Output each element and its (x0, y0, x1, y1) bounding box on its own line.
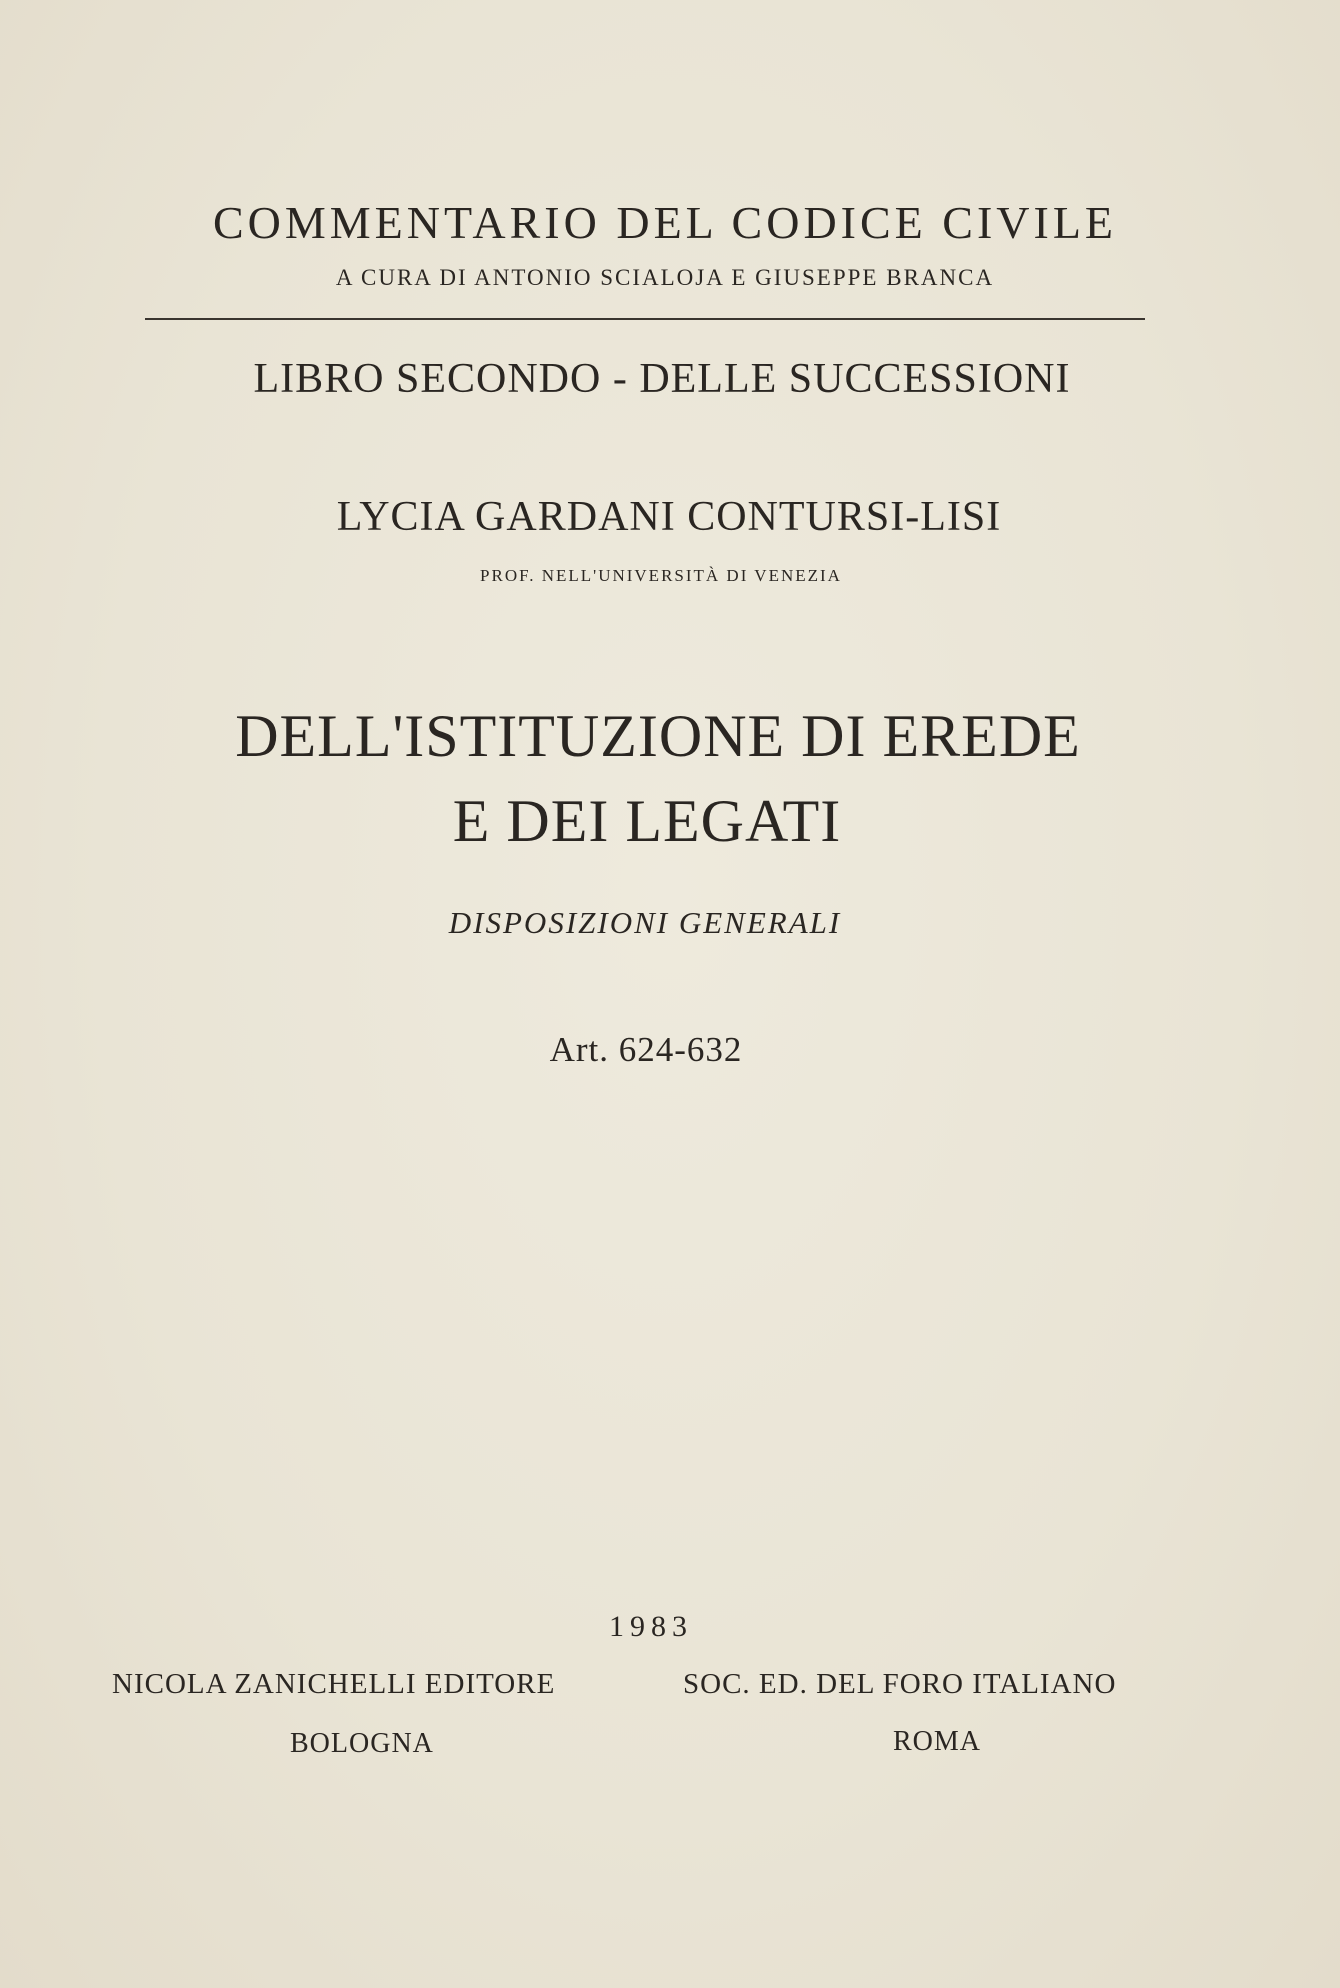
publisher-left-city: BOLOGNA (290, 1728, 434, 1759)
article-range: Art. 624-632 (549, 1030, 743, 1069)
work-title-line-2: E DEI LEGATI (452, 788, 842, 854)
publisher-left: NICOLA ZANICHELLI EDITORE (112, 1668, 556, 1700)
publication-year: 1983 (609, 1610, 693, 1643)
series-title: COMMENTARIO DEL CODICE CIVILE (212, 197, 1118, 248)
publisher-right: SOC. ED. DEL FORO ITALIANO (683, 1668, 1117, 1700)
author-affiliation: PROF. NELL'UNIVERSITÀ DI VENEZIA (480, 566, 842, 585)
header-divider (145, 318, 1145, 320)
publisher-right-city: ROMA (893, 1726, 982, 1757)
author-name: LYCIA GARDANI CONTURSI-LISI (336, 494, 1002, 540)
book-label: LIBRO SECONDO - DELLE SUCCESSIONI (253, 356, 1071, 402)
series-editors: A CURA DI ANTONIO SCIALOJA E GIUSEPPE BRANCA (335, 265, 995, 290)
work-title-line-1: DELL'ISTITUZIONE DI EREDE (235, 703, 1081, 769)
work-subtitle: DISPOSIZIONI GENERALI (448, 905, 842, 940)
